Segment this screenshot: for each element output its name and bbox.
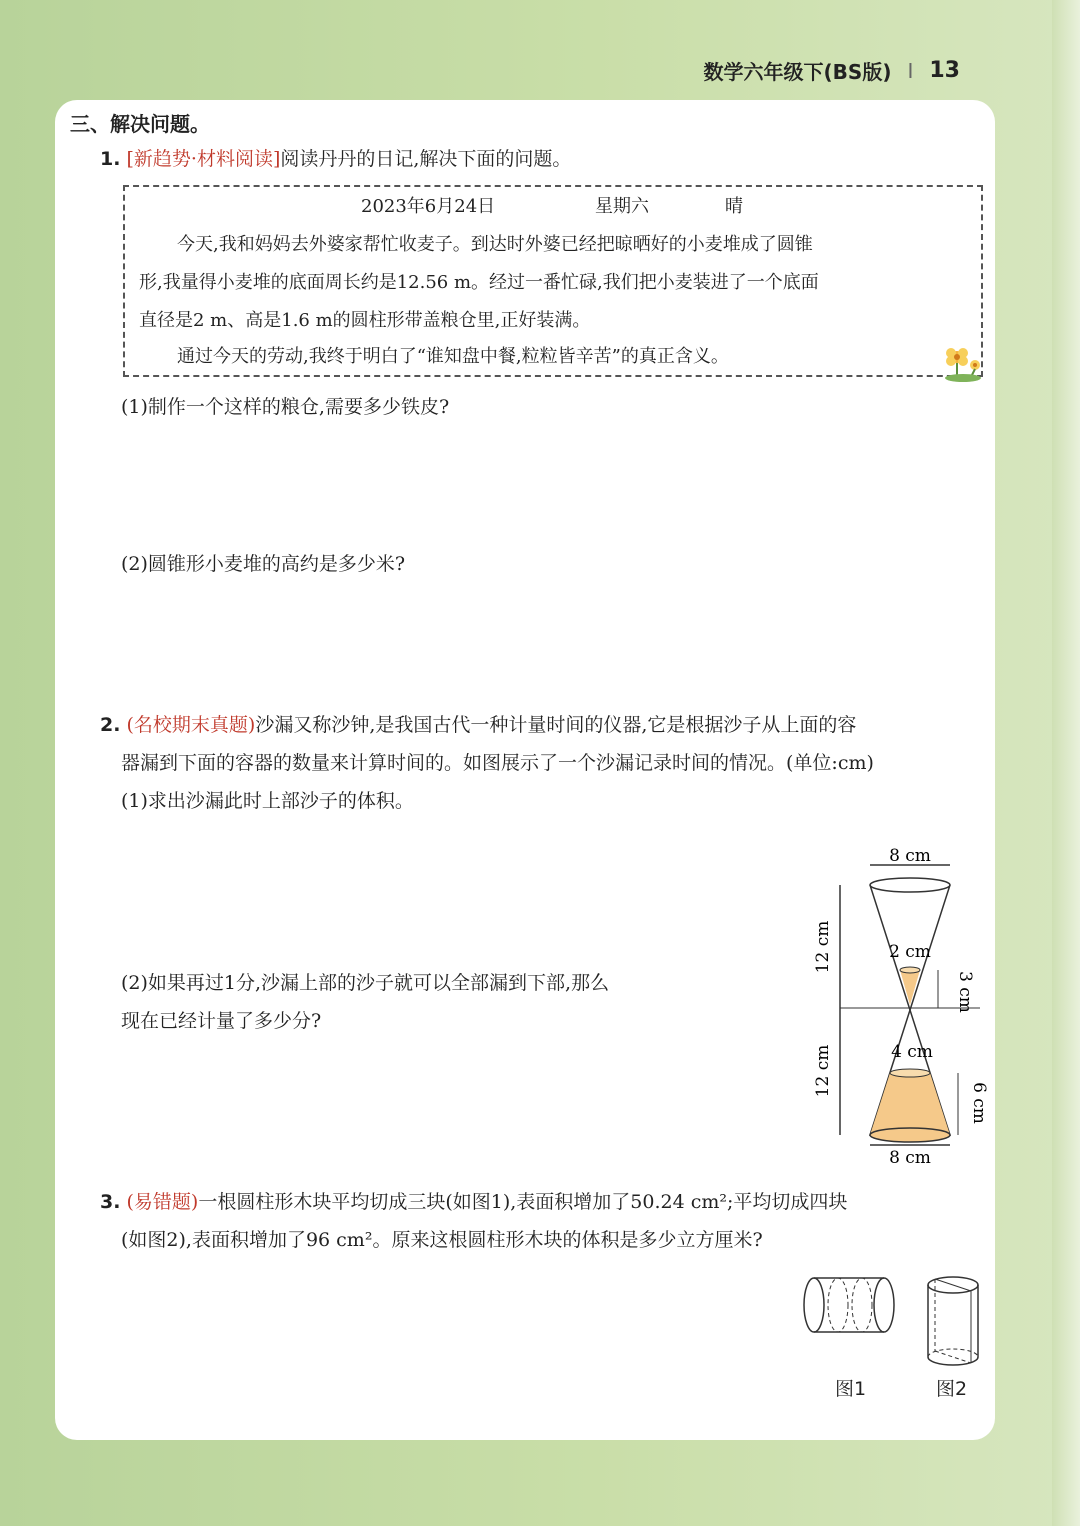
worksheet-card [55,100,995,1440]
upper-sand-surface [900,967,920,973]
hourglass-figure [810,845,989,1168]
figure-1-label: 图1 [835,1378,867,1400]
q3-line-2: (如图2),表面积增加了96 cm²。原来这根圆柱形木块的体积是多少立方厘米? [121,1229,763,1251]
q2-sub2-line-2: 现在已经计量了多少分? [121,1010,322,1032]
section-title: 三、解决问题。 [70,112,210,136]
lower-cone-base [870,1128,950,1142]
q2-text-1: 沙漏又称沙钟,是我国古代一种计量时间的仪器,它是根据沙子从上面的容 [255,714,857,736]
q2-sub2-line-1: (2)如果再过1分,沙漏上部的沙子就可以全部漏到下部,那么 [121,972,610,994]
q2-line-1 [100,711,856,739]
upper-height-label: 12 cm [813,920,833,974]
book-title: 数学六年级下(BS版) [703,60,892,84]
figure-2-label: 图2 [936,1378,968,1400]
q1-text: 阅读丹丹的日记,解决下面的问题。 [280,148,572,170]
q1-sub2: (2)圆锥形小麦堆的高约是多少米? [121,553,406,575]
figure-2-cylinder [923,1273,983,1371]
q1-tag: [新趋势·材料阅读] [126,148,281,170]
upper-cone-rim [870,878,950,892]
diary-line-2: 形,我量得小麦堆的底面周长约是12.56 m。经过一番忙碌,我们把小麦装进了一个底面 [139,272,819,293]
q3-line-1 [100,1188,847,1216]
diary-date: 2023年6月24日 [361,196,496,217]
diary-line-1: 今天,我和妈妈去外婆家帮忙收麦子。到达时外婆已经把晾晒好的小麦堆成了圆锥 [177,234,813,255]
q2-sub1: (1)求出沙漏此时上部沙子的体积。 [121,790,414,812]
diary-line-4: 通过今天的劳动,我终于明白了“谁知盘中餐,粒粒皆辛苦”的真正含义。 [177,346,729,367]
upper-sand-height-label: 3 cm [955,971,975,1013]
q3-tag: (易错题) [126,1191,199,1213]
q2-number: 2. [100,714,121,736]
q2-tag: (名校期末真题) [126,714,256,736]
top-width-label: 8 cm [889,846,931,866]
diary-weather: 晴 [725,196,743,217]
diary-line-3: 直径是2 m、高是1.6 m的圆柱形带盖粮仓里,正好装满。 [139,310,591,331]
bottom-width-label: 8 cm [889,1148,931,1168]
q2-line-2: 器漏到下面的容器的数量来计算时间的。如图展示了一个沙漏记录时间的情况。(单位:cm) [121,752,874,774]
lower-height-label: 12 cm [813,1044,833,1098]
header-separator: I [907,58,914,83]
q3-text-1: 一根圆柱形木块平均切成三块(如图1),表面积增加了50.24 cm²;平均切成四块 [198,1191,848,1213]
q1-sub1: (1)制作一个这样的粮仓,需要多少铁皮? [121,396,450,418]
flower-icon [941,343,987,383]
lower-sand-height-label: 6 cm [969,1082,989,1124]
figure-1-cylinder [800,1275,900,1345]
diary-weekday: 星期六 [595,196,649,217]
lower-sand-width-label: 4 cm [891,1042,933,1062]
lower-sand [870,1073,950,1135]
lower-sand-surface [890,1069,930,1077]
page-header [704,56,960,85]
diary-box [123,185,983,377]
page-number: 13 [929,58,960,83]
upper-sand-width-label: 2 cm [889,942,931,962]
page-edge [1052,0,1080,1526]
q3-number: 3. [100,1191,121,1213]
q1-stem [100,145,571,173]
q1-number: 1. [100,148,121,170]
